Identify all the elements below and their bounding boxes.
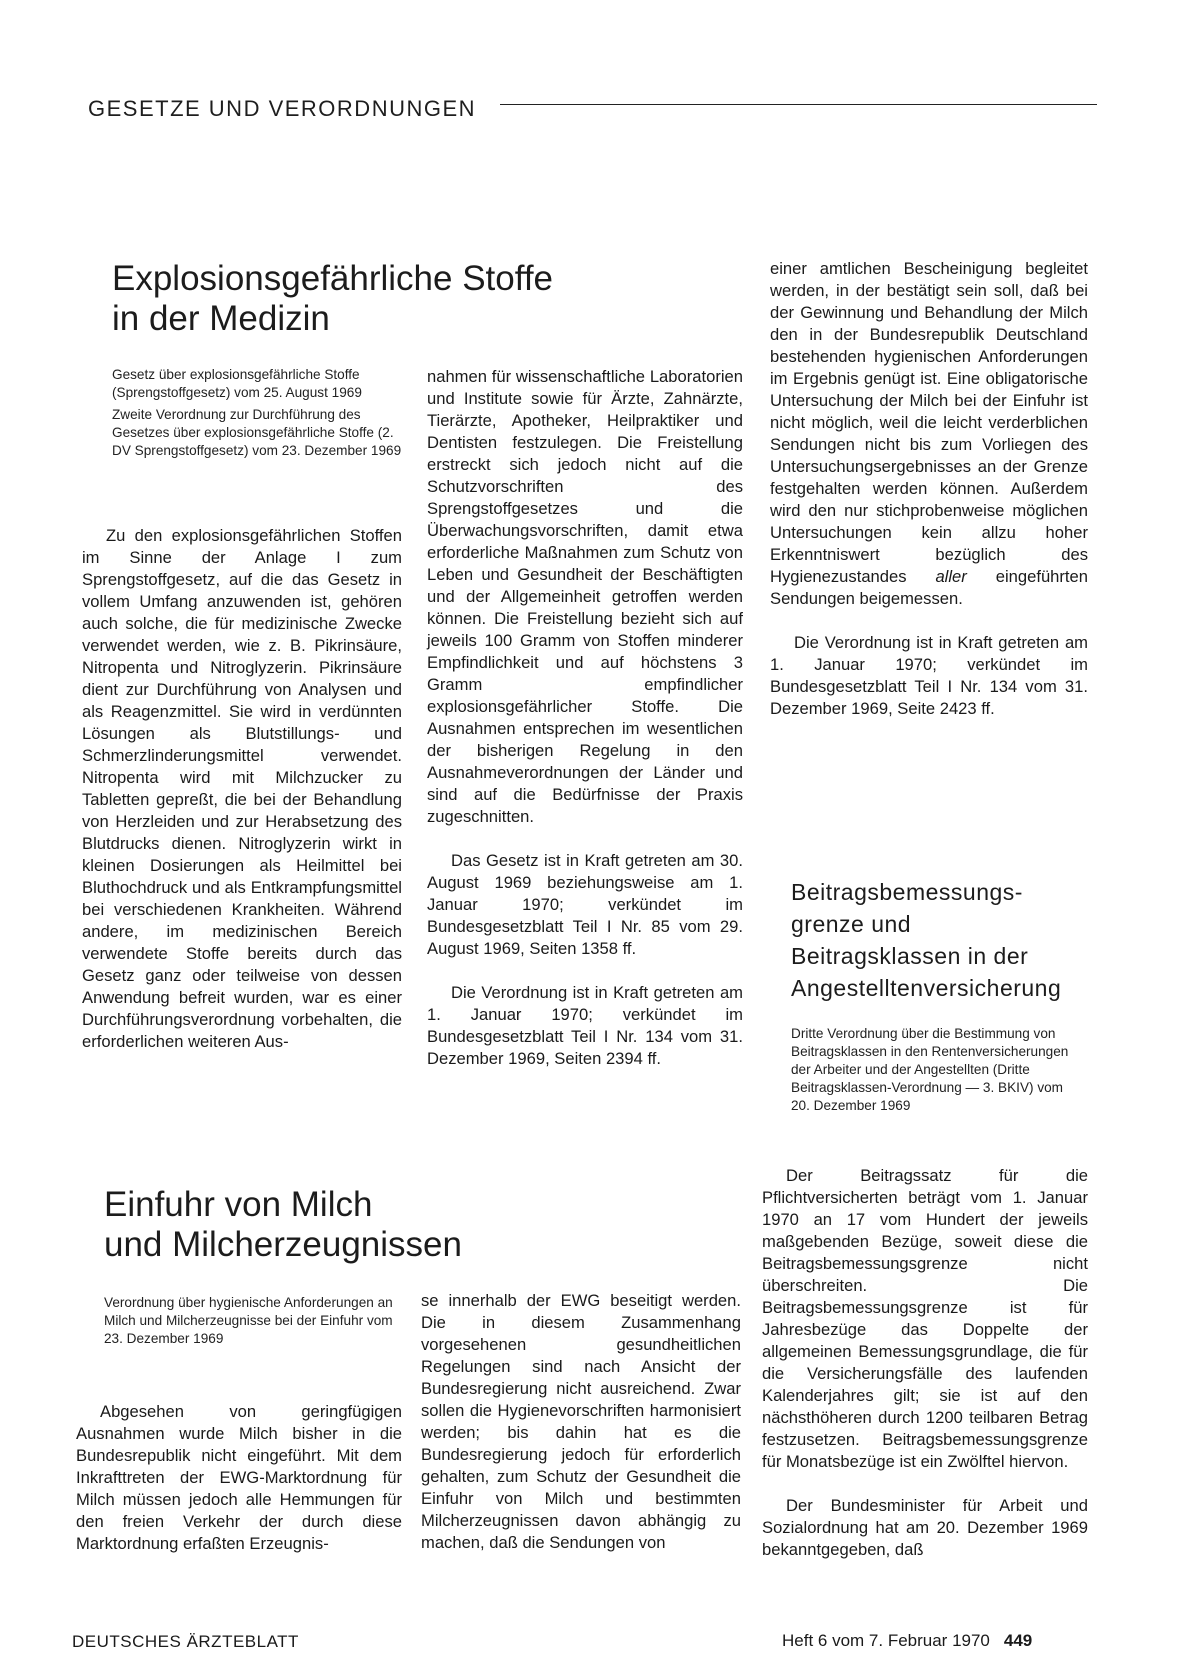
article2-body-paragraph: [770, 258, 1088, 610]
article3-title-line: Angestelltenversicherung: [791, 975, 1062, 1001]
article2-body-paragraph: Abgesehen von geringfügigen Ausnahmen wurde Milch bisher in die Bundesrepublik nicht eingeführt. Mit dem Inkrafttreten der EWG-Marktordnung für Milch müssen jedoch alle Hemmungen für den freien Verkehr der durch diese Marktordnung erfaßten Erzeugnis-: [76, 1402, 402, 1553]
article2-body-text: eingeführten Sendungen beigemessen.: [770, 567, 1088, 608]
article2-reference: [104, 1294, 402, 1352]
article2-title: [104, 1185, 462, 1265]
article3-title-line: Beitragsklassen in der: [791, 943, 1029, 969]
article1-reference: Gesetz über explosionsgefährliche Stoffe (Sprengstoffgesetz) vom 25. August 1969: [112, 367, 362, 400]
article2-title-line: und Milcherzeugnissen: [104, 1225, 462, 1264]
article3-title-line: grenze und: [791, 911, 912, 937]
article1-body-paragraph: Das Gesetz ist in Kraft getreten am 30. August 1969 beziehungsweise am 1. Januar 1970; verkündet im Bundesgesetzblatt Teil I Nr. 85 vom 29. August 1969, Seiten 1358 ff.: [427, 851, 743, 958]
article2-reference-text: Verordnung über hygienische Anforderungen an Milch und Milcherzeugnisse bei der Einfuhr vom 23. Dezember 1969: [104, 1295, 393, 1346]
article1-references: [112, 366, 402, 464]
article3-reference: [791, 1025, 1083, 1119]
emphasis-text: aller: [935, 567, 967, 586]
article1-title-line: in der Medizin: [112, 299, 330, 338]
article1-body-paragraph: Die Verordnung ist in Kraft getreten am 1. Januar 1970; verkündet im Bundesgesetzblatt Teil I Nr. 134 vom 31. Dezember 1969, Seiten 2394 ff.: [427, 983, 743, 1068]
article1-column-2: [427, 366, 743, 1070]
article3-reference-text: Dritte Verordnung über die Bestimmung von Beitragsklassen in den Rentenversicherungen der Arbeiter und der Angestellten (Dritte Beitragsklassen-Verordnung — 3. BKIV) vom 20. Dezember 1969: [791, 1026, 1069, 1113]
article2-body-paragraph: Die Verordnung ist in Kraft getreten am 1. Januar 1970; verkündet im Bundesgesetzblatt Teil I Nr. 134 vom 31. Dezember 1969, Seite 2423 ff.: [770, 633, 1088, 718]
footer-issue-date: Heft 6 vom 7. Februar 1970: [782, 1631, 990, 1650]
section-header: GESETZE UND VERORDNUNGEN: [88, 96, 477, 121]
article3-body: [762, 1165, 1088, 1561]
article3-title-line: Beitragsbemessungs-: [791, 879, 1023, 905]
article3-body-paragraph: Der Beitragssatz für die Pflichtversicherten beträgt vom 1. Januar 1970 an 17 vom Hundert der jeweils maßgebenden Bezüge, soweit diese die Beitragsbemessungsgrenze nicht überschreiten. Die Beitragsbemessungsgrenze ist für Jahresbezüge das Doppelte der allgemeinen Bemessungsgrundlage, die für die Versicherungsfälle des laufenden Kalenderjahres gilt; sie ist auf den nächsthöheren durch 1200 teilbaren Betrag festzusetzen. Beitragsbemessungsgrenze für Monatsbezüge ist ein Zwölftel hiervon.: [762, 1166, 1088, 1471]
article1-title-line: Explosionsgefährliche Stoffe: [112, 259, 554, 298]
header-rule: [500, 104, 1097, 105]
article2-body-paragraph: se innerhalb der EWG beseitigt werden. Die in diesem Zusammenhang vorgesehenen gesundheitlichen Regelungen sind nach Ansicht der Bundesregierung nicht ausreichend. Zwar sollen die Hygienevorschriften harmonisiert werden; bis dahin hat es die Bundesregierung jedoch für erforderlich gehalten, zum Schutz der Gesundheit die Einfuhr von Milch und bestimmten Milcherzeugnissen davon abhängig zu machen, daß die Sendungen von: [421, 1291, 741, 1552]
article2-column-1: [76, 1401, 402, 1555]
article1-body-paragraph: Zu den explosionsgefährlichen Stoffen im Sinne der Anlage I zum Sprengstoffgesetz, auf die das Gesetz in vollem Umfang anzuwenden ist, gehören auch solche, die für medizinische Zwecke verwendet werden, wie z. B. Pikrinsäure, Nitropenta und Nitroglyzerin. Pikrinsäure dient zur Durchführung von Analysen und als Reagenzmittel. Sie wird in verdünnten Lösungen als Blutstillungs- und Schmerzlinderungsmittel verwendet. Nitropenta wird mit Milchzucker zu Tabletten gepreßt, die bei der Behandlung von Herzleiden und zur Herabsetzung des Blutdrucks dienen. Nitroglyzerin wirkt in kleinen Dosierungen als Heilmittel bei Bluthochdruck und als Entkrampfungsmittel bei verschiedenen Krankheiten. Während andere, im medizinischen Bereich verwendete Stoffe bereits durch das Gesetz ganz oder teilweise von dessen Anwendung befreit wurden, war es einer Durchführungsverordnung vorbehalten, die erforderlichen weiteren Aus-: [82, 526, 402, 1051]
article1-body-paragraph: nahmen für wissenschaftliche Laboratorien und Institute sowie für Ärzte, Zahnärzte, Tierärzte, Apotheker, Heilpraktiker und Dentisten festzulegen. Die Freistellung erstreckt sich jedoch nicht auf die Schutzvorschriften des Sprengstoffgesetzes und die Überwachungsvorschriften, damit etwa erforderliche Maßnahmen zum Schutz von Leben und Gesundheit der Beschäftigten und der Allgemeinheit getroffen werden können. Die Freistellung bezieht sich auf jeweils 100 Gramm von Stoffen minderer Empfindlichkeit und auf höchstens 3 Gramm empfindlicher explosionsgefährlicher Stoffe. Die Ausnahmen entsprechen im wesentlichen der bisherigen Regelung in den Ausnahmeverordnungen der Länder und sind auf die Bedürfnisse der Praxis zugeschnitten.: [427, 367, 743, 826]
article2-body-text: einer amtlichen Bescheinigung begleitet werden, in der bestätigt sein soll, daß bei der Gewinnung und Behandlung der Milch den in der Bundesrepublik Deutschland bestehenden hygienischen Anforderungen im Ergebnis genügt ist. Eine obligatorische Untersuchung der Milch bei der Einfuhr ist nicht möglich, weil die leicht verderblichen Sendungen nicht bis zum Vorliegen des Untersuchungsergebnisses an der Grenze festgehalten werden können. Außerdem wird den nur stichprobenweise möglichen Untersuchungen kein allzu hoher Erkenntniswert bezüglich des Hygienezustandes: [770, 259, 1088, 586]
article1-column-1: [82, 525, 402, 1053]
article2-column-2: [421, 1290, 741, 1554]
page-number: 449: [1003, 1631, 1033, 1650]
article1-reference: Zweite Verordnung zur Durchführung des Gesetzes über explosionsgefährliche Stoffe (2. DV Sprengstoffgesetz) vom 23. Dezember 1969: [112, 407, 402, 458]
article3-body-paragraph: Der Bundesminister für Arbeit und Sozialordnung hat am 20. Dezember 1969 bekanntgegeben, daß: [762, 1496, 1088, 1559]
footer-journal-name: DEUTSCHES ÄRZTEBLATT: [72, 1632, 299, 1651]
article2-column-3: [770, 258, 1088, 720]
article2-title-line: Einfuhr von Milch: [104, 1185, 373, 1224]
footer-issue: [782, 1631, 1032, 1651]
article1-title: [112, 259, 553, 339]
article3-title: [791, 876, 1061, 1004]
